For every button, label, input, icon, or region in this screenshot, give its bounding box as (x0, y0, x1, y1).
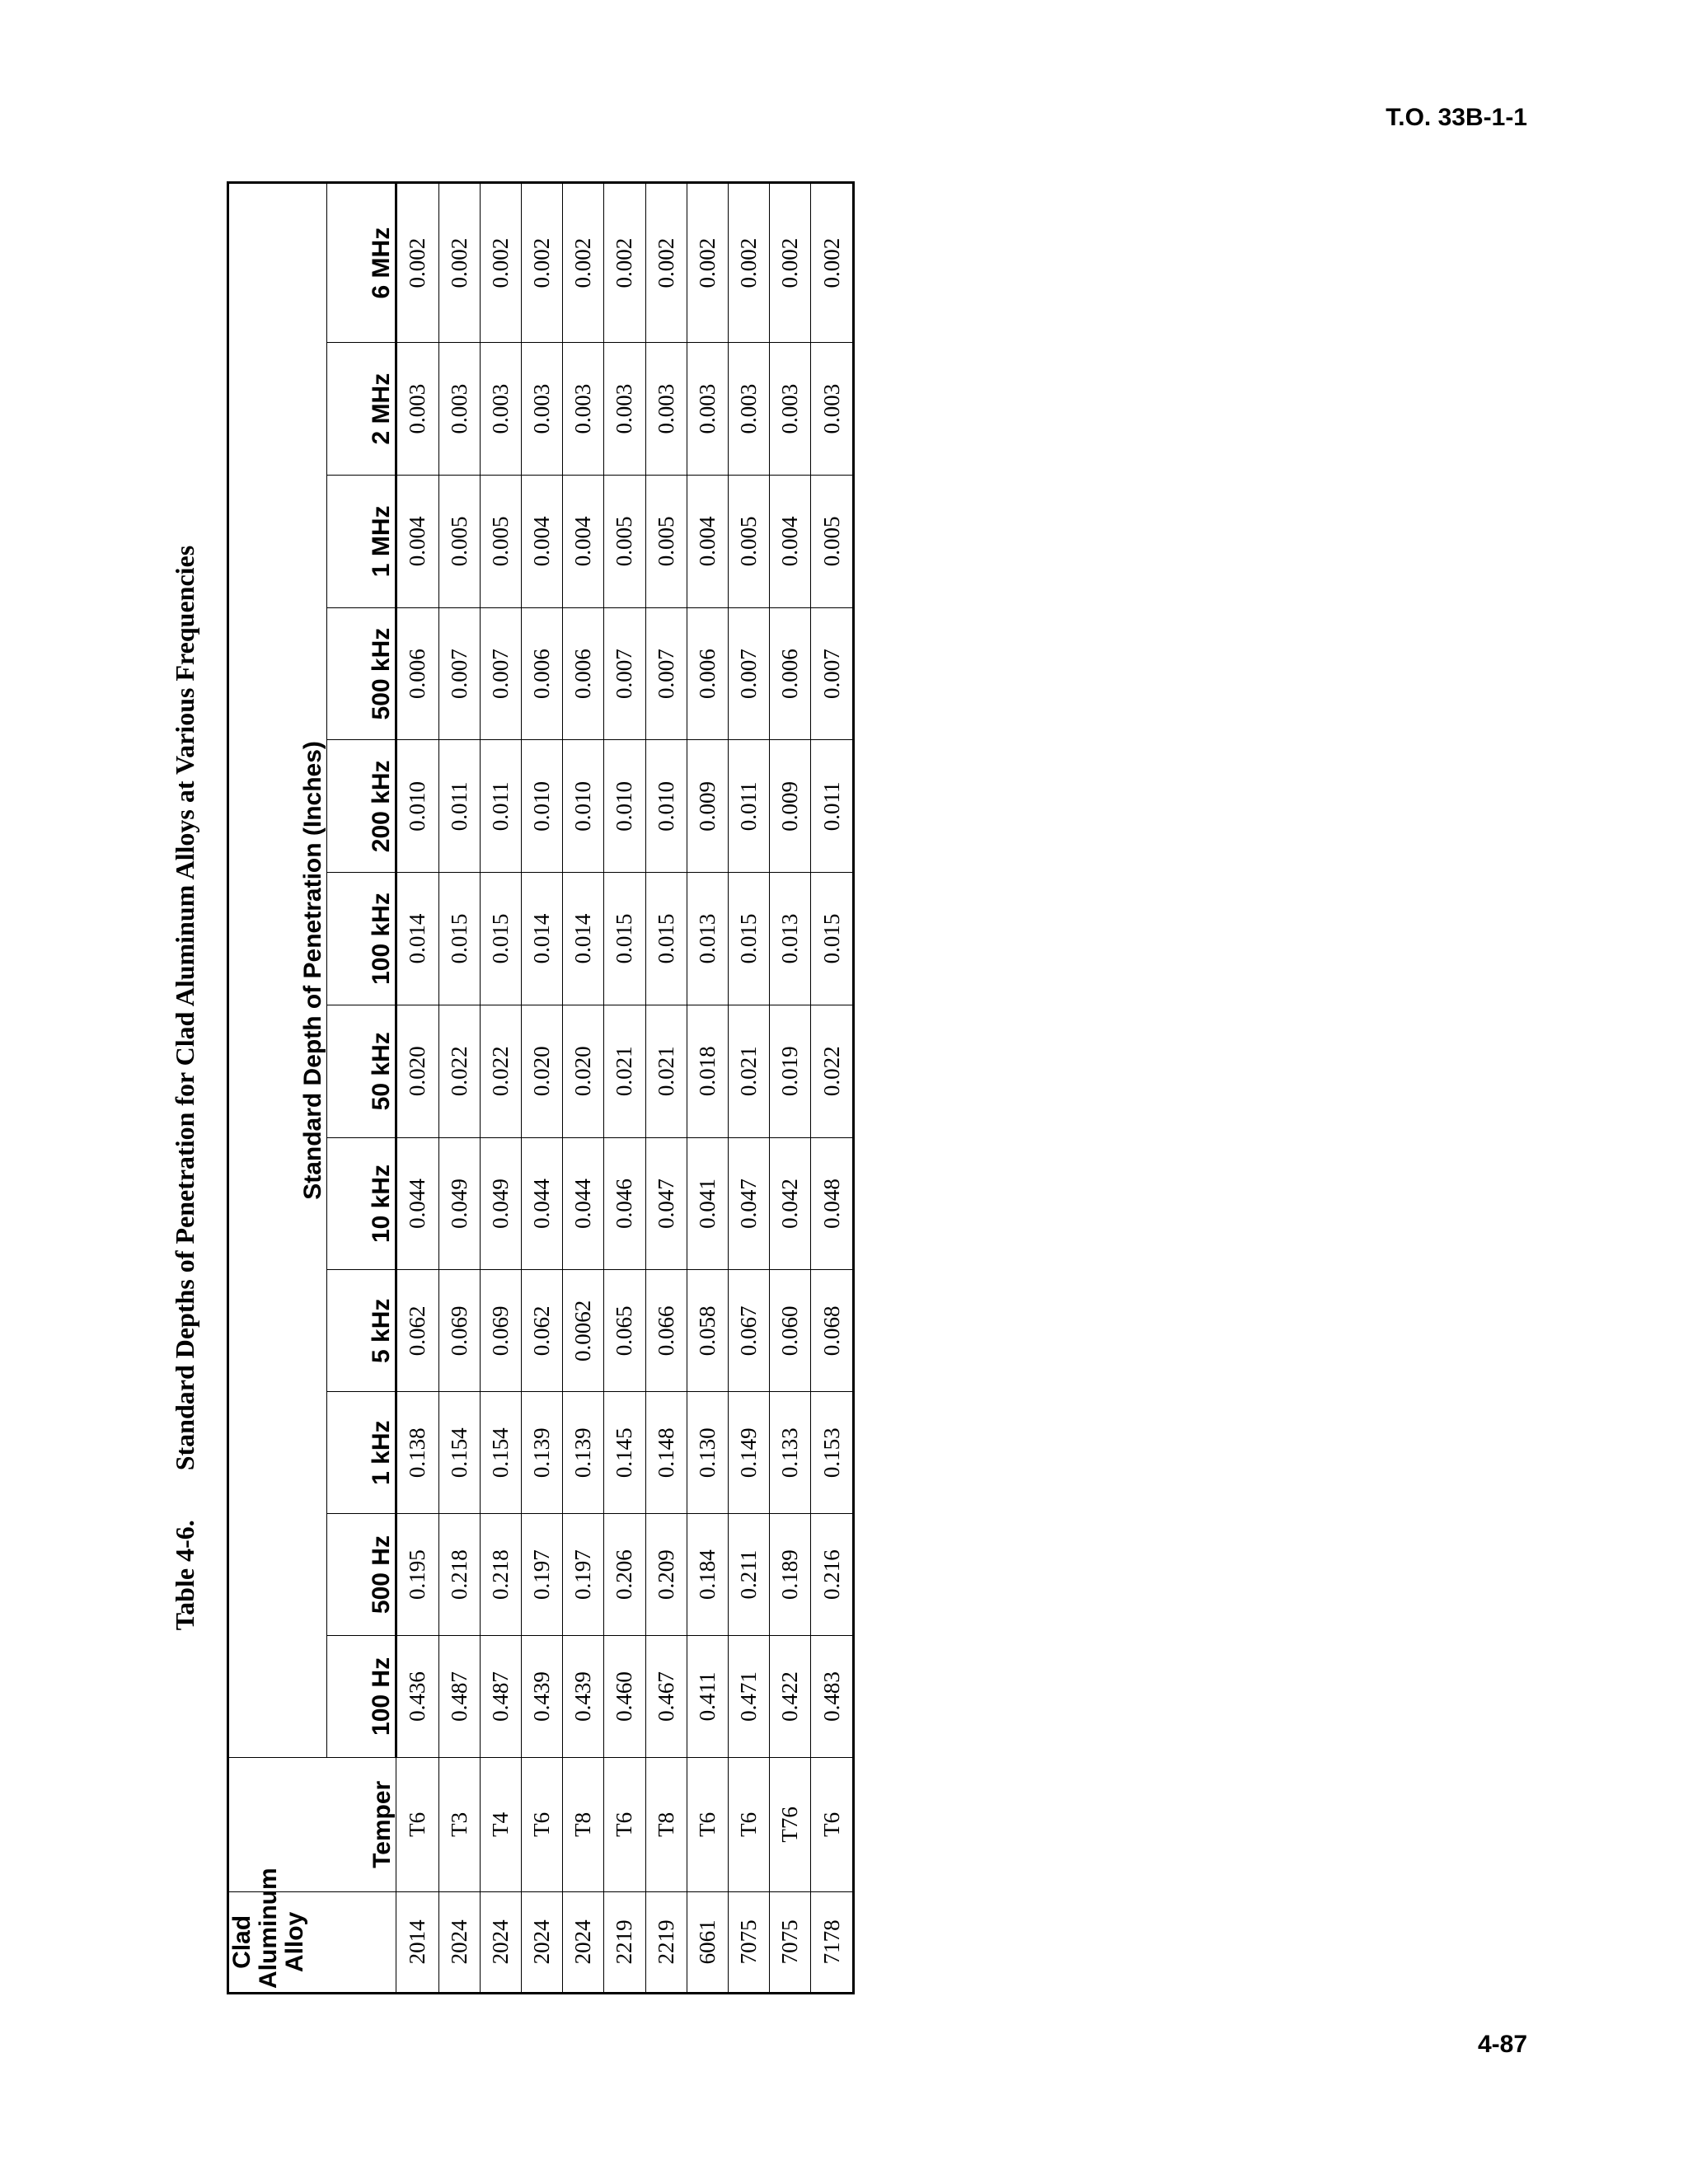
cell-depth: 0.002 (728, 183, 769, 343)
cell-alloy: 7075 (728, 1891, 769, 1993)
cell-depth: 0.014 (522, 873, 563, 1005)
cell-depth: 0.003 (604, 343, 645, 476)
cell-depth: 0.411 (687, 1636, 728, 1758)
cell-depth: 0.487 (438, 1636, 480, 1758)
cell-depth: 0.005 (480, 475, 521, 607)
cell-depth: 0.019 (769, 1005, 810, 1137)
cell-alloy: 6061 (687, 1891, 728, 1993)
table-row (480, 183, 521, 1994)
cell-depth: 0.010 (604, 740, 645, 873)
cell-depth: 0.010 (645, 740, 687, 873)
cell-depth: 0.005 (811, 475, 854, 607)
cell-depth: 0.021 (604, 1005, 645, 1137)
cell-alloy: 2219 (645, 1891, 687, 1993)
cell-depth: 0.003 (396, 343, 439, 476)
cell-temper: T6 (396, 1757, 439, 1891)
cell-alloy: 2219 (604, 1891, 645, 1993)
cell-depth: 0.145 (604, 1392, 645, 1514)
header-standard-depth: Standard Depth of Penetration (Inches) (228, 183, 327, 1758)
cell-depth: 0.471 (728, 1636, 769, 1758)
cell-temper: T76 (769, 1757, 810, 1891)
table-row (645, 183, 687, 1994)
cell-depth: 0.020 (522, 1005, 563, 1137)
cell-depth: 0.022 (811, 1005, 854, 1137)
cell-depth: 0.044 (522, 1137, 563, 1270)
cell-depth: 0.010 (522, 740, 563, 873)
cell-depth: 0.206 (604, 1514, 645, 1636)
cell-temper: T3 (438, 1757, 480, 1891)
cell-temper: T6 (522, 1757, 563, 1891)
cell-depth: 0.153 (811, 1392, 854, 1514)
cell-depth: 0.015 (728, 873, 769, 1005)
table-row (687, 183, 728, 1994)
cell-depth: 0.065 (604, 1270, 645, 1392)
cell-depth: 0.007 (645, 607, 687, 740)
table-row (728, 183, 769, 1994)
header-freq: 500 Hz (327, 1514, 396, 1636)
cell-depth: 0.003 (563, 343, 604, 476)
cell-depth: 0.002 (811, 183, 854, 343)
cell-depth: 0.042 (769, 1137, 810, 1270)
cell-depth: 0.004 (563, 475, 604, 607)
document-id: T.O. 33B-1-1 (1386, 104, 1527, 131)
cell-depth: 0.010 (563, 740, 604, 873)
cell-depth: 0.046 (604, 1137, 645, 1270)
header-freq: 100 kHz (327, 873, 396, 1005)
cell-depth: 0.068 (811, 1270, 854, 1392)
cell-depth: 0.003 (728, 343, 769, 476)
header-freq: 6 MHz (327, 183, 396, 343)
cell-depth: 0.209 (645, 1514, 687, 1636)
cell-depth: 0.487 (480, 1636, 521, 1758)
cell-depth: 0.007 (480, 607, 521, 740)
table-caption (152, 181, 217, 1994)
cell-depth: 0.003 (645, 343, 687, 476)
cell-depth: 0.058 (687, 1270, 728, 1392)
cell-depth: 0.439 (522, 1636, 563, 1758)
cell-depth: 0.006 (396, 607, 439, 740)
header-freq: 10 kHz (327, 1137, 396, 1270)
cell-depth: 0.009 (687, 740, 728, 873)
cell-depth: 0.041 (687, 1137, 728, 1270)
cell-depth: 0.015 (604, 873, 645, 1005)
table-row (563, 183, 604, 1994)
cell-depth: 0.015 (438, 873, 480, 1005)
cell-depth: 0.015 (480, 873, 521, 1005)
cell-depth: 0.002 (396, 183, 439, 343)
header-clad-aluminum-alloy: Clad Aluminum Alloy (228, 1891, 396, 1993)
header-freq: 200 kHz (327, 740, 396, 873)
cell-depth: 0.004 (396, 475, 439, 607)
cell-depth: 0.422 (769, 1636, 810, 1758)
cell-depth: 0.044 (396, 1137, 439, 1270)
cell-depth: 0.049 (438, 1137, 480, 1270)
cell-depth: 0.047 (645, 1137, 687, 1270)
cell-depth: 0.060 (769, 1270, 810, 1392)
cell-alloy: 2024 (480, 1891, 521, 1993)
cell-depth: 0.154 (480, 1392, 521, 1514)
cell-depth: 0.189 (769, 1514, 810, 1636)
cell-depth: 0.021 (645, 1005, 687, 1137)
cell-depth: 0.483 (811, 1636, 854, 1758)
cell-depth: 0.003 (687, 343, 728, 476)
cell-alloy: 2014 (396, 1891, 439, 1993)
cell-depth: 0.009 (769, 740, 810, 873)
header-freq: 5 kHz (327, 1270, 396, 1392)
table-row (438, 183, 480, 1994)
cell-alloy: 2024 (438, 1891, 480, 1993)
header-freq: 50 kHz (327, 1005, 396, 1137)
cell-depth: 0.184 (687, 1514, 728, 1636)
cell-depth: 0.003 (522, 343, 563, 476)
cell-depth: 0.460 (604, 1636, 645, 1758)
cell-depth: 0.218 (480, 1514, 521, 1636)
cell-temper: T8 (563, 1757, 604, 1891)
cell-depth: 0.003 (438, 343, 480, 476)
cell-alloy: 7178 (811, 1891, 854, 1993)
cell-alloy: 2024 (522, 1891, 563, 1993)
cell-depth: 0.154 (438, 1392, 480, 1514)
cell-depth: 0.022 (438, 1005, 480, 1137)
cell-depth: 0.066 (645, 1270, 687, 1392)
table-row (604, 183, 645, 1994)
cell-alloy: 2024 (563, 1891, 604, 1993)
table-body (396, 183, 854, 1994)
cell-depth: 0.211 (728, 1514, 769, 1636)
header-freq: 1 MHz (327, 475, 396, 607)
frequency-header-row (327, 183, 396, 1994)
cell-depth: 0.021 (728, 1005, 769, 1137)
cell-depth: 0.130 (687, 1392, 728, 1514)
cell-depth: 0.439 (563, 1636, 604, 1758)
cell-depth: 0.018 (687, 1005, 728, 1137)
header-freq: 500 kHz (327, 607, 396, 740)
cell-depth: 0.005 (645, 475, 687, 607)
cell-depth: 0.197 (563, 1514, 604, 1636)
cell-depth: 0.002 (769, 183, 810, 343)
cell-depth: 0.002 (645, 183, 687, 343)
cell-depth: 0.007 (438, 607, 480, 740)
cell-depth: 0.149 (728, 1392, 769, 1514)
cell-depth: 0.197 (522, 1514, 563, 1636)
cell-temper: T6 (687, 1757, 728, 1891)
table-caption-label: Table 4-6. (169, 1520, 199, 1631)
cell-depth: 0.015 (811, 873, 854, 1005)
page-number: 4-87 (1477, 2031, 1527, 2058)
cell-depth: 0.002 (438, 183, 480, 343)
cell-depth: 0.044 (563, 1137, 604, 1270)
cell-depth: 0.014 (396, 873, 439, 1005)
cell-depth: 0.148 (645, 1392, 687, 1514)
cell-depth: 0.005 (728, 475, 769, 607)
rotated-table-block (152, 181, 861, 1994)
cell-temper: T6 (604, 1757, 645, 1891)
table-row (396, 183, 439, 1994)
cell-depth: 0.010 (396, 740, 439, 873)
cell-depth: 0.011 (480, 740, 521, 873)
cell-depth: 0.004 (769, 475, 810, 607)
cell-depth: 0.003 (480, 343, 521, 476)
cell-depth: 0.007 (728, 607, 769, 740)
cell-depth: 0.067 (728, 1270, 769, 1392)
table-row (522, 183, 563, 1994)
cell-depth: 0.048 (811, 1137, 854, 1270)
cell-depth: 0.014 (563, 873, 604, 1005)
cell-depth: 0.218 (438, 1514, 480, 1636)
cell-depth: 0.005 (604, 475, 645, 607)
cell-temper: T6 (728, 1757, 769, 1891)
cell-depth: 0.004 (687, 475, 728, 607)
cell-depth: 0.139 (522, 1392, 563, 1514)
cell-depth: 0.002 (522, 183, 563, 343)
table-row (811, 183, 854, 1994)
cell-depth: 0.467 (645, 1636, 687, 1758)
cell-depth: 0.0062 (563, 1270, 604, 1392)
cell-depth: 0.020 (563, 1005, 604, 1137)
cell-depth: 0.022 (480, 1005, 521, 1137)
cell-depth: 0.020 (396, 1005, 439, 1137)
cell-depth: 0.069 (438, 1270, 480, 1392)
cell-depth: 0.139 (563, 1392, 604, 1514)
cell-depth: 0.195 (396, 1514, 439, 1636)
cell-depth: 0.007 (811, 607, 854, 740)
header-temper: Temper (228, 1757, 396, 1891)
cell-depth: 0.003 (811, 343, 854, 476)
penetration-depth-table (227, 181, 855, 1994)
cell-depth: 0.002 (604, 183, 645, 343)
cell-depth: 0.006 (769, 607, 810, 740)
cell-depth: 0.002 (687, 183, 728, 343)
cell-depth: 0.006 (563, 607, 604, 740)
cell-depth: 0.015 (645, 873, 687, 1005)
cell-depth: 0.062 (396, 1270, 439, 1392)
cell-temper: T6 (811, 1757, 854, 1891)
cell-depth: 0.011 (811, 740, 854, 873)
cell-depth: 0.006 (522, 607, 563, 740)
cell-depth: 0.003 (769, 343, 810, 476)
header-freq: 100 Hz (327, 1636, 396, 1758)
cell-depth: 0.002 (480, 183, 521, 343)
cell-depth: 0.011 (728, 740, 769, 873)
cell-depth: 0.013 (769, 873, 810, 1005)
cell-depth: 0.047 (728, 1137, 769, 1270)
table-row (769, 183, 810, 1994)
cell-depth: 0.013 (687, 873, 728, 1005)
cell-temper: T8 (645, 1757, 687, 1891)
cell-depth: 0.049 (480, 1137, 521, 1270)
cell-depth: 0.069 (480, 1270, 521, 1392)
cell-alloy: 7075 (769, 1891, 810, 1993)
cell-depth: 0.133 (769, 1392, 810, 1514)
header-freq: 1 kHz (327, 1392, 396, 1514)
cell-depth: 0.216 (811, 1514, 854, 1636)
cell-depth: 0.004 (522, 475, 563, 607)
cell-depth: 0.005 (438, 475, 480, 607)
cell-depth: 0.436 (396, 1636, 439, 1758)
cell-depth: 0.062 (522, 1270, 563, 1392)
cell-depth: 0.006 (687, 607, 728, 740)
cell-depth: 0.007 (604, 607, 645, 740)
header-freq: 2 MHz (327, 343, 396, 476)
cell-temper: T4 (480, 1757, 521, 1891)
cell-depth: 0.002 (563, 183, 604, 343)
cell-depth: 0.011 (438, 740, 480, 873)
table-caption-title: Standard Depths of Penetration for Clad Aluminum Alloys at Various Frequencies (169, 545, 199, 1471)
cell-depth: 0.138 (396, 1392, 439, 1514)
